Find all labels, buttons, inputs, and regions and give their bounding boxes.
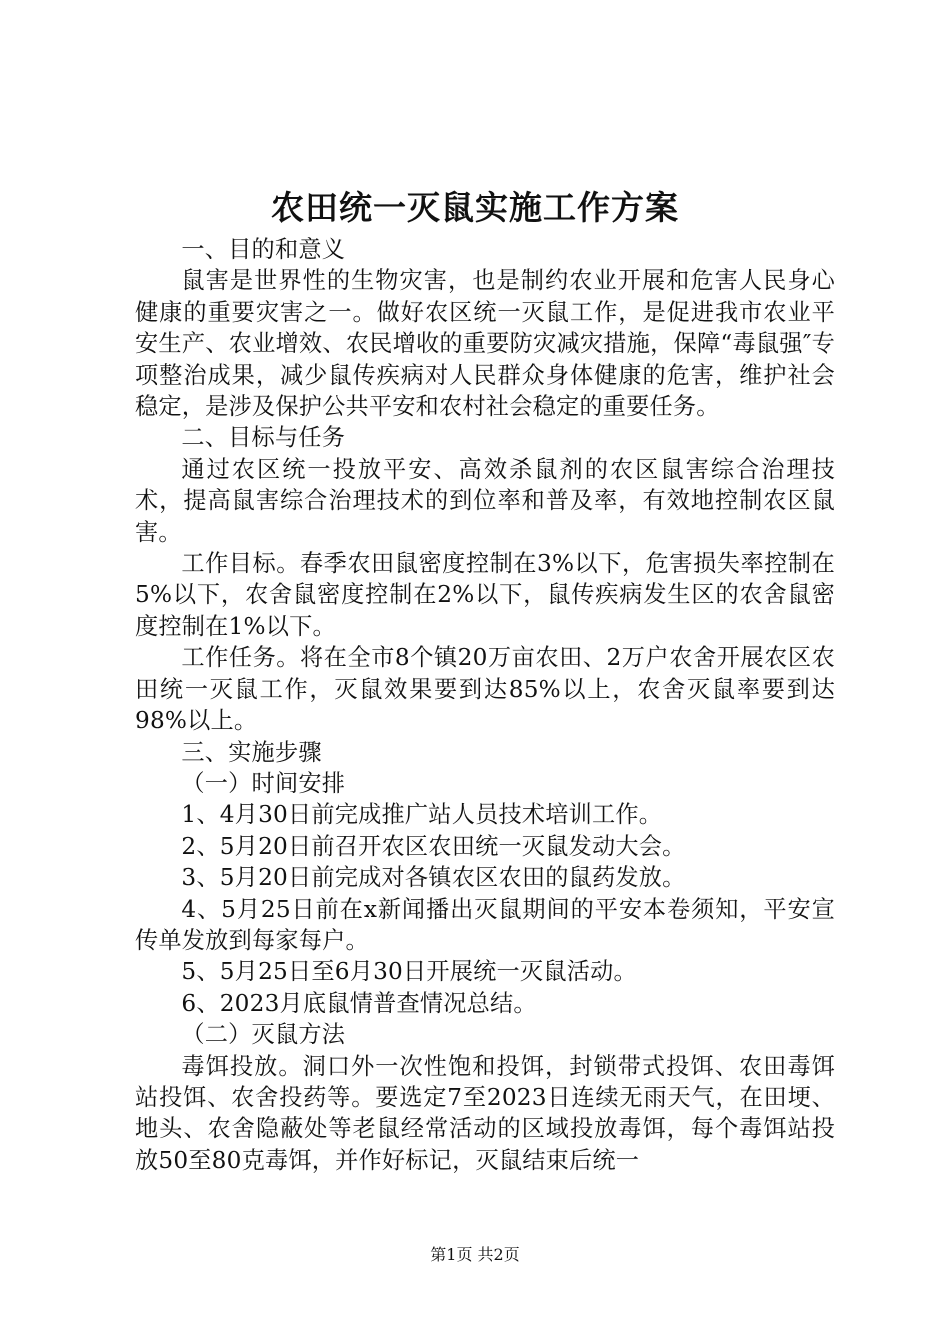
list-item: 6、2023月底鼠情普查情况总结。 [181, 989, 537, 1017]
document-title: 农田统一灭鼠实施工作方案 [271, 188, 679, 227]
list-item: 1、4月30日前完成推广站人员技术培训工作。 [181, 801, 663, 829]
paragraph: 通过农区统一投放平安、高效杀鼠剂的农区鼠害综合治理技术，提高鼠害综合治理技术的到位率和普及率，有效地控制农区鼠害。 [135, 455, 835, 546]
paragraph: 鼠害是世界性的生物灾害，也是制约农业开展和危害人民身心健康的重要灾害之一。做好农区统一灭鼠工作，是促进我市农业平安生产、农业增效、农民增收的重要防灾减灾措施，保障“毒鼠强″专项整治成果，减少鼠传疾病对人民群众身体健康的危害，维护社会稳定，是涉及保护公共平安和农村社会稳定的重要任务。 [135, 267, 835, 421]
subsection-heading-1: （一）时间安排 [181, 769, 346, 797]
list-item: 4、5月25日前在x新闻播出灭鼠期间的平安本卷须知，平安宣传单发放到每家每户。 [135, 895, 835, 954]
list-item: 2、5月20日前召开农区农田统一灭鼠发动大会。 [181, 832, 686, 860]
page-number: 第1页 共2页 [430, 1245, 520, 1264]
section-heading-2: 二、目标与任务 [181, 424, 346, 452]
subsection-heading-2: （二）灭鼠方法 [181, 1021, 346, 1049]
section-heading-3: 三、实施步骤 [181, 738, 322, 766]
section-heading-1: 一、目的和意义 [181, 236, 346, 263]
document-body [135, 234, 835, 1176]
list-item: 3、5月20日前完成对各镇农区农田的鼠药发放。 [181, 864, 686, 892]
paragraph: 工作目标。春季农田鼠密度控制在3%以下，危害损失率控制在5%以下，农舍鼠密度控制在2%以下，鼠传疾病发生区的农舍鼠密度控制在1%以下。 [135, 550, 835, 640]
paragraph: 工作任务。将在全市8个镇20万亩农田、2万户农舍开展农区农田统一灭鼠工作，灭鼠效果要到达85%以上，农舍灭鼠率要到达98%以上。 [135, 644, 835, 735]
paragraph: 毒饵投放。洞口外一次性饱和投饵，封锁带式投饵、农田毒饵站投饵、农舍投药等。要选定7至2023日连续无雨天气，在田埂、地头、农舍隐蔽处等老鼠经常活动的区域投放毒饵，每个毒饵站投放50至80克毒饵，并作好标记，灭鼠结束后统一 [135, 1052, 835, 1174]
list-item: 5、5月25日至6月30日开展统一灭鼠活动。 [181, 958, 637, 986]
